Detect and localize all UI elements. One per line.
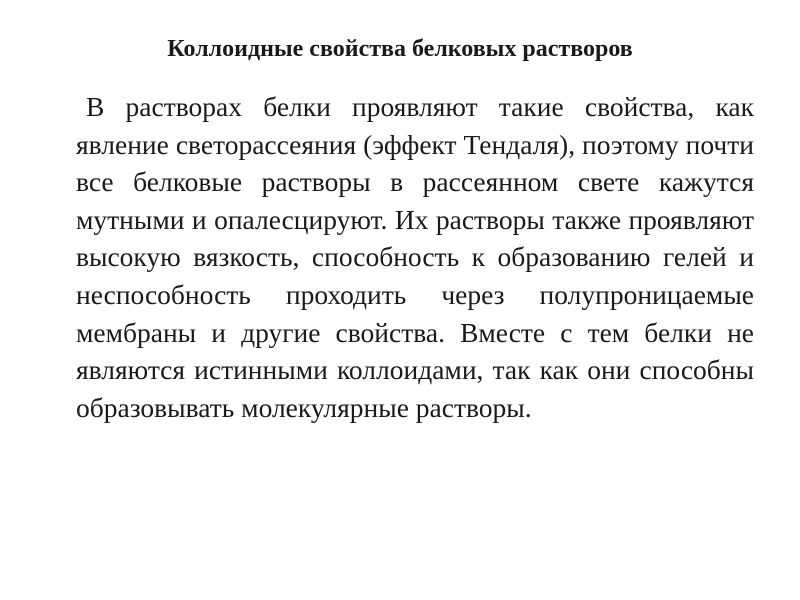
slide-paragraph: В растворах белки проявляют такие свойства, как явление светорассеяния (эффект Тендаля), поэтому почти все белковые растворы в рассеянном свете кажутся мутными и опалесцируют. Их растворы также проявляют высокую вязкость, способность к образованию гелей и неспособность проходить через полупроницаемые мембраны и другие свойства. Вместе с тем белки не являются истинными коллоидами, так как они способны образовывать молекулярные растворы. bbox=[76, 91, 754, 423]
slide-title: Коллоидные свойства белковых растворов bbox=[167, 36, 633, 62]
